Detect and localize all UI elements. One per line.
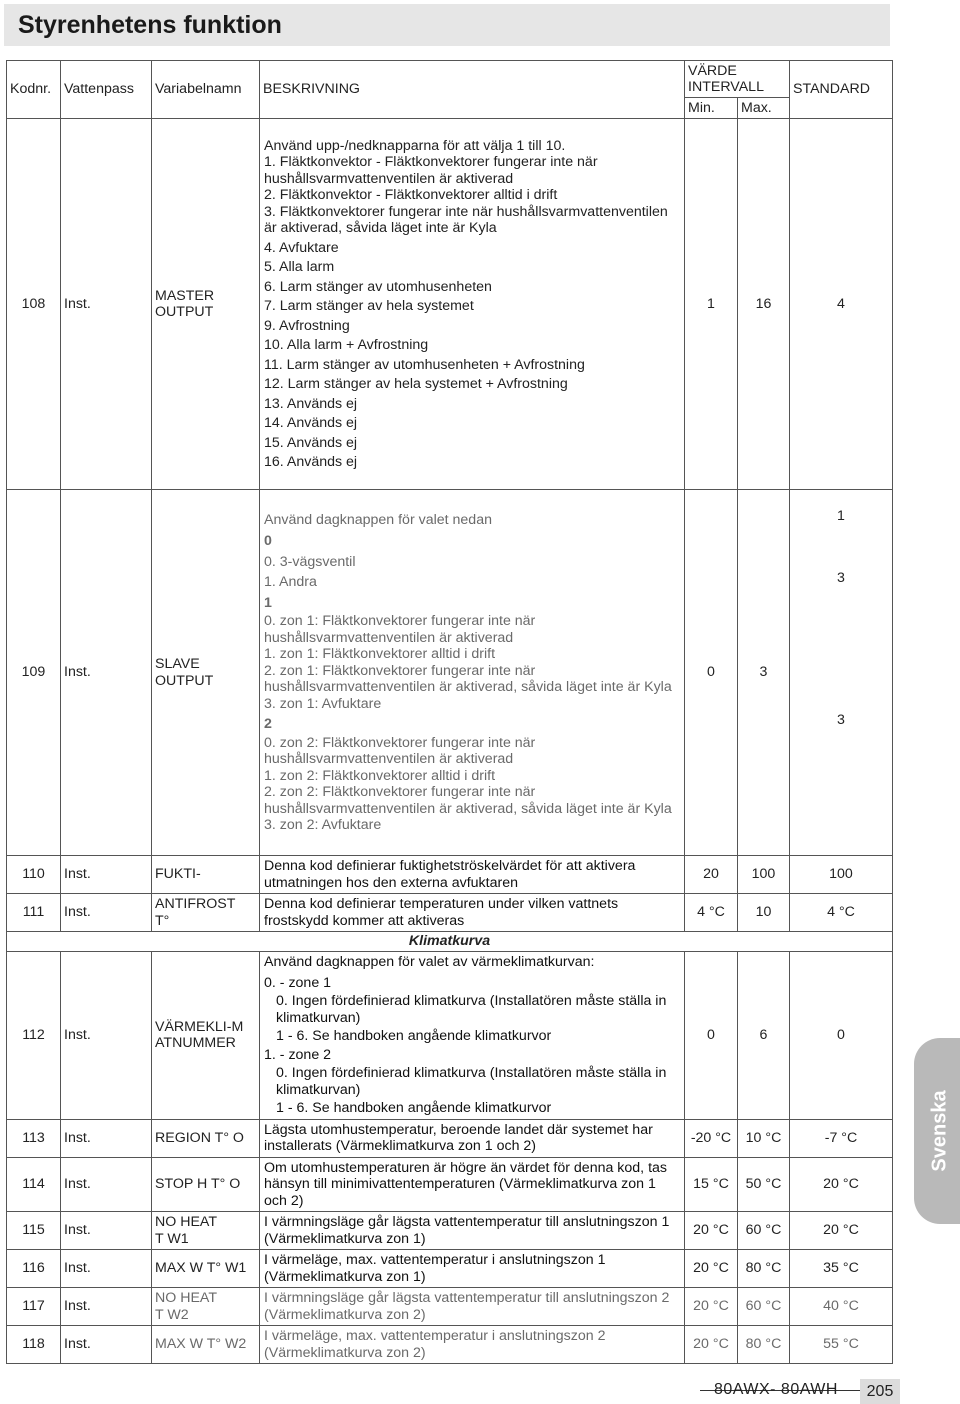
- standard-value: 55 °C: [790, 1326, 893, 1364]
- table-row: [7, 1250, 893, 1288]
- description-cell: Om utomhustemperaturen är högre än värdet för denna kod, tas hänsyn till minimivattentemperaturen (Värmeklimatkurva zon 1 och 2): [260, 1157, 685, 1212]
- min-value: 20 °C: [685, 1212, 738, 1250]
- code-cell: 111: [7, 894, 61, 932]
- description-cell: [260, 490, 685, 856]
- desc-line: 3. zon 1: Avfuktare: [264, 695, 382, 712]
- description-cell: I värmningsläge går lägsta vattentemperatur till anslutningszon 1 (Värmeklimatkurva zon 1): [260, 1212, 685, 1250]
- desc-line: 0. Ingen fördefinierad klimatkurva (Installatören måste ställa in klimatkurvan): [276, 1065, 667, 1098]
- variable-name: [152, 119, 260, 490]
- header-varde-intervall: VÄRDE INTERVALL: [685, 61, 790, 98]
- max-value: 16: [738, 119, 790, 490]
- desc-line: 3. Fläktkonvektorer fungerar inte när hushållsvarmvattenventilen är aktiverad, såvida läget inte är Kyla: [264, 203, 668, 236]
- section-row: [7, 932, 893, 952]
- desc-line: 5. Alla larm: [264, 259, 335, 275]
- description-cell: I värmeläge, max. vattentemperatur i anslutningszon 1 (Värmeklimatkurva zon 1): [260, 1250, 685, 1288]
- min-value: 20 °C: [685, 1326, 738, 1364]
- description-cell: Denna kod definierar temperaturen under vilken vattnets frostskydd kommer att aktiveras: [260, 894, 685, 932]
- desc-line: 9. Avfrostning: [264, 317, 350, 334]
- min-value: 4 °C: [685, 894, 738, 932]
- variable-label: SLAVE OUTPUT: [155, 656, 214, 689]
- desc-line: 0. zon 1: Fläktkonvektorer fungerar inte när hushållsvarmvattenventilen är aktiverad: [264, 613, 536, 646]
- desc-line: 2. zon 1: Fläktkonvektorer fungerar inte när hushållsvarmvattenventilen är aktiverad, såvida läget inte är Kyla: [264, 662, 672, 695]
- desc-line: Använd upp-/nedknapparna för att välja 1 till 10.: [264, 137, 566, 154]
- desc-line: 12. Larm stänger av hela systemet + Avfrostning: [264, 376, 568, 392]
- desc-line: 10. Alla larm + Avfrostning: [264, 337, 429, 353]
- table-row: [7, 1212, 893, 1250]
- title-bar: [4, 4, 890, 46]
- group-head: 1: [264, 594, 272, 611]
- level-cell: Inst.: [61, 1326, 152, 1364]
- max-value: 80 °C: [738, 1326, 790, 1364]
- header-max: Max.: [738, 98, 790, 119]
- desc-line: 3. zon 2: Avfuktare: [264, 817, 382, 833]
- language-tab: [914, 1038, 960, 1224]
- min-value: 0: [685, 952, 738, 1120]
- desc-line: 1 - 6. Se handboken angående klimatkurvor: [276, 1028, 552, 1044]
- desc-intro: Använd dagknappen för valet nedan: [264, 511, 492, 528]
- variable-name: [152, 1288, 260, 1326]
- max-value: 80 °C: [738, 1250, 790, 1288]
- variable-name: MAX W T° W2: [152, 1326, 260, 1364]
- level-cell: Inst.: [61, 1288, 152, 1326]
- level-cell: Inst.: [61, 1157, 152, 1212]
- min-value: 0: [685, 490, 738, 856]
- description-cell: Denna kod definierar fuktighetströskelvärdet för att aktivera utmatningen hos den externa avfuktaren: [260, 856, 685, 894]
- code-cell: 108: [7, 119, 61, 490]
- desc-line: 1. Fläktkonvektor - Fläktkonvektorer fungerar inte när hushållsvarmvattenventilen är aktiverad: [264, 154, 598, 187]
- desc-line: 13. Används ej: [264, 395, 358, 412]
- code-cell: 113: [7, 1119, 61, 1157]
- min-value: 20 °C: [685, 1288, 738, 1326]
- min-value: 15 °C: [685, 1157, 738, 1212]
- level-cell: Inst.: [61, 490, 152, 856]
- header-beskrivning: BESKRIVNING: [260, 61, 685, 119]
- code-cell: 117: [7, 1288, 61, 1326]
- variable-name: STOP H T° O: [152, 1157, 260, 1212]
- max-value: 10: [738, 894, 790, 932]
- variable-label: NO HEAT T W1: [155, 1214, 217, 1247]
- parameter-table: [6, 60, 893, 1364]
- max-value: 50 °C: [738, 1157, 790, 1212]
- code-cell: 110: [7, 856, 61, 894]
- desc-line: 1. - zone 2: [264, 1046, 332, 1063]
- code-cell: 114: [7, 1157, 61, 1212]
- variable-label: NO HEAT T W2: [155, 1290, 217, 1323]
- header-min: Min.: [685, 98, 738, 119]
- desc-line: 14. Används ej: [264, 415, 358, 431]
- level-cell: Inst.: [61, 894, 152, 932]
- code-cell: 115: [7, 1212, 61, 1250]
- variable-label: ANTIFROST T°: [155, 896, 236, 929]
- desc-line: 16. Används ej: [264, 454, 358, 470]
- standard-value: 0: [790, 952, 893, 1120]
- standard-value: 20 °C: [790, 1212, 893, 1250]
- table-row: [7, 894, 893, 932]
- header-variabelnamn: Variabelnamn: [152, 61, 260, 119]
- variable-name: [152, 894, 260, 932]
- code-cell: 109: [7, 490, 61, 856]
- max-value: 6: [738, 952, 790, 1120]
- standard-value: 4 °C: [790, 894, 893, 932]
- group-head: 0: [264, 533, 272, 549]
- variable-name: REGION T° O: [152, 1119, 260, 1157]
- standard-value: 35 °C: [790, 1250, 893, 1288]
- table-row: [7, 952, 893, 1120]
- header-standard: STANDARD: [790, 61, 893, 119]
- code-cell: 118: [7, 1326, 61, 1364]
- level-cell: Inst.: [61, 1119, 152, 1157]
- desc-line: 0. zon 2: Fläktkonvektorer fungerar inte när hushållsvarmvattenventilen är aktiverad: [264, 734, 536, 767]
- standard-value: 20 °C: [790, 1157, 893, 1212]
- min-value: 20: [685, 856, 738, 894]
- desc-line: 1 - 6. Se handboken angående klimatkurvor: [276, 1100, 552, 1116]
- level-cell: Inst.: [61, 856, 152, 894]
- standard-value: 100: [790, 856, 893, 894]
- level-cell: Inst.: [61, 1212, 152, 1250]
- desc-line: 0. 3-vägsventil: [264, 553, 356, 570]
- header-vattenpass: Vattenpass: [61, 61, 152, 119]
- variable-label: MASTER OUTPUT: [155, 287, 215, 320]
- variable-name: MAX W T° W1: [152, 1250, 260, 1288]
- group-head: 2: [264, 716, 272, 732]
- variable-name: [152, 952, 260, 1120]
- level-cell: Inst.: [61, 952, 152, 1120]
- page-number: 205: [860, 1379, 900, 1404]
- desc-line: 15. Används ej: [264, 434, 358, 451]
- min-value: -20 °C: [685, 1119, 738, 1157]
- description-cell: I värmeläge, max. vattentemperatur i anslutningszon 2 (Värmeklimatkurva zon 2): [260, 1326, 685, 1364]
- level-cell: Inst.: [61, 119, 152, 490]
- table-row: [7, 1326, 893, 1364]
- description-cell: [260, 952, 685, 1120]
- standard-value: 1: [837, 508, 845, 524]
- variable-name: [152, 1212, 260, 1250]
- standard-value: 3: [837, 570, 845, 586]
- desc-line: 0. Ingen fördefinierad klimatkurva (Installatören måste ställa in klimatkurvan): [276, 993, 667, 1026]
- max-value: 60 °C: [738, 1212, 790, 1250]
- table-row: [7, 856, 893, 894]
- desc-line: 2. Fläktkonvektor - Fläktkonvektorer alltid i drift: [264, 187, 558, 203]
- standard-value: 4: [790, 119, 893, 490]
- min-value: 1: [685, 119, 738, 490]
- description-cell: Lägsta utomhustemperatur, beroende landet där systemet har installerats (Värmeklimatkurva zon 1 och 2): [260, 1119, 685, 1157]
- level-cell: Inst.: [61, 1250, 152, 1288]
- table-row: [7, 1119, 893, 1157]
- desc-line: 1. zon 1: Fläktkonvektorer alltid i drift: [264, 646, 496, 662]
- desc-line: 6. Larm stänger av utomhusenheten: [264, 278, 492, 295]
- page-title: Styrenhetens funktion: [18, 11, 282, 39]
- standard-cell: [790, 490, 893, 856]
- variable-label: VÄRMEKLI-MATNUMMER: [155, 1018, 244, 1052]
- footer-model: 80AWX- 80AWH: [714, 1381, 838, 1398]
- max-value: 60 °C: [738, 1288, 790, 1326]
- max-value: 10 °C: [738, 1119, 790, 1157]
- description-cell: I värmningsläge går lägsta vattentemperatur till anslutningszon 2 (Värmeklimatkurva zon 2): [260, 1288, 685, 1326]
- standard-value: 3: [837, 712, 845, 728]
- min-value: 20 °C: [685, 1250, 738, 1288]
- standard-value: 40 °C: [790, 1288, 893, 1326]
- desc-line: 11. Larm stänger av utomhusenheten + Avfrostning: [264, 356, 585, 373]
- standard-value: -7 °C: [790, 1119, 893, 1157]
- section-title: Klimatkurva: [7, 932, 893, 952]
- max-value: 3: [738, 490, 790, 856]
- variable-name: [152, 490, 260, 856]
- table-row: [7, 1288, 893, 1326]
- code-cell: 116: [7, 1250, 61, 1288]
- table-row: [7, 119, 893, 490]
- code-cell: 112: [7, 952, 61, 1120]
- variable-name: FUKTI-: [152, 856, 260, 894]
- desc-line: 0. - zone 1: [264, 974, 332, 991]
- desc-line: 1. zon 2: Fläktkonvektorer alltid i drift: [264, 767, 496, 784]
- desc-line: 2. zon 2: Fläktkonvektorer fungerar inte när hushållsvarmvattenventilen är aktiverad, såvida läget inte är Kyla: [264, 784, 672, 817]
- max-value: 100: [738, 856, 790, 894]
- desc-line: 4. Avfuktare: [264, 239, 339, 256]
- table-row: [7, 1157, 893, 1212]
- table-row: [7, 490, 893, 856]
- desc-line: Använd dagknappen för valet av värmeklimatkurvan:: [264, 954, 595, 970]
- desc-line: 7. Larm stänger av hela systemet: [264, 298, 474, 314]
- desc-line: 1. Andra: [264, 574, 317, 590]
- header-kodnr: Kodnr.: [7, 61, 61, 119]
- description-cell: [260, 119, 685, 490]
- language-tab-label: Svenska: [928, 1090, 951, 1172]
